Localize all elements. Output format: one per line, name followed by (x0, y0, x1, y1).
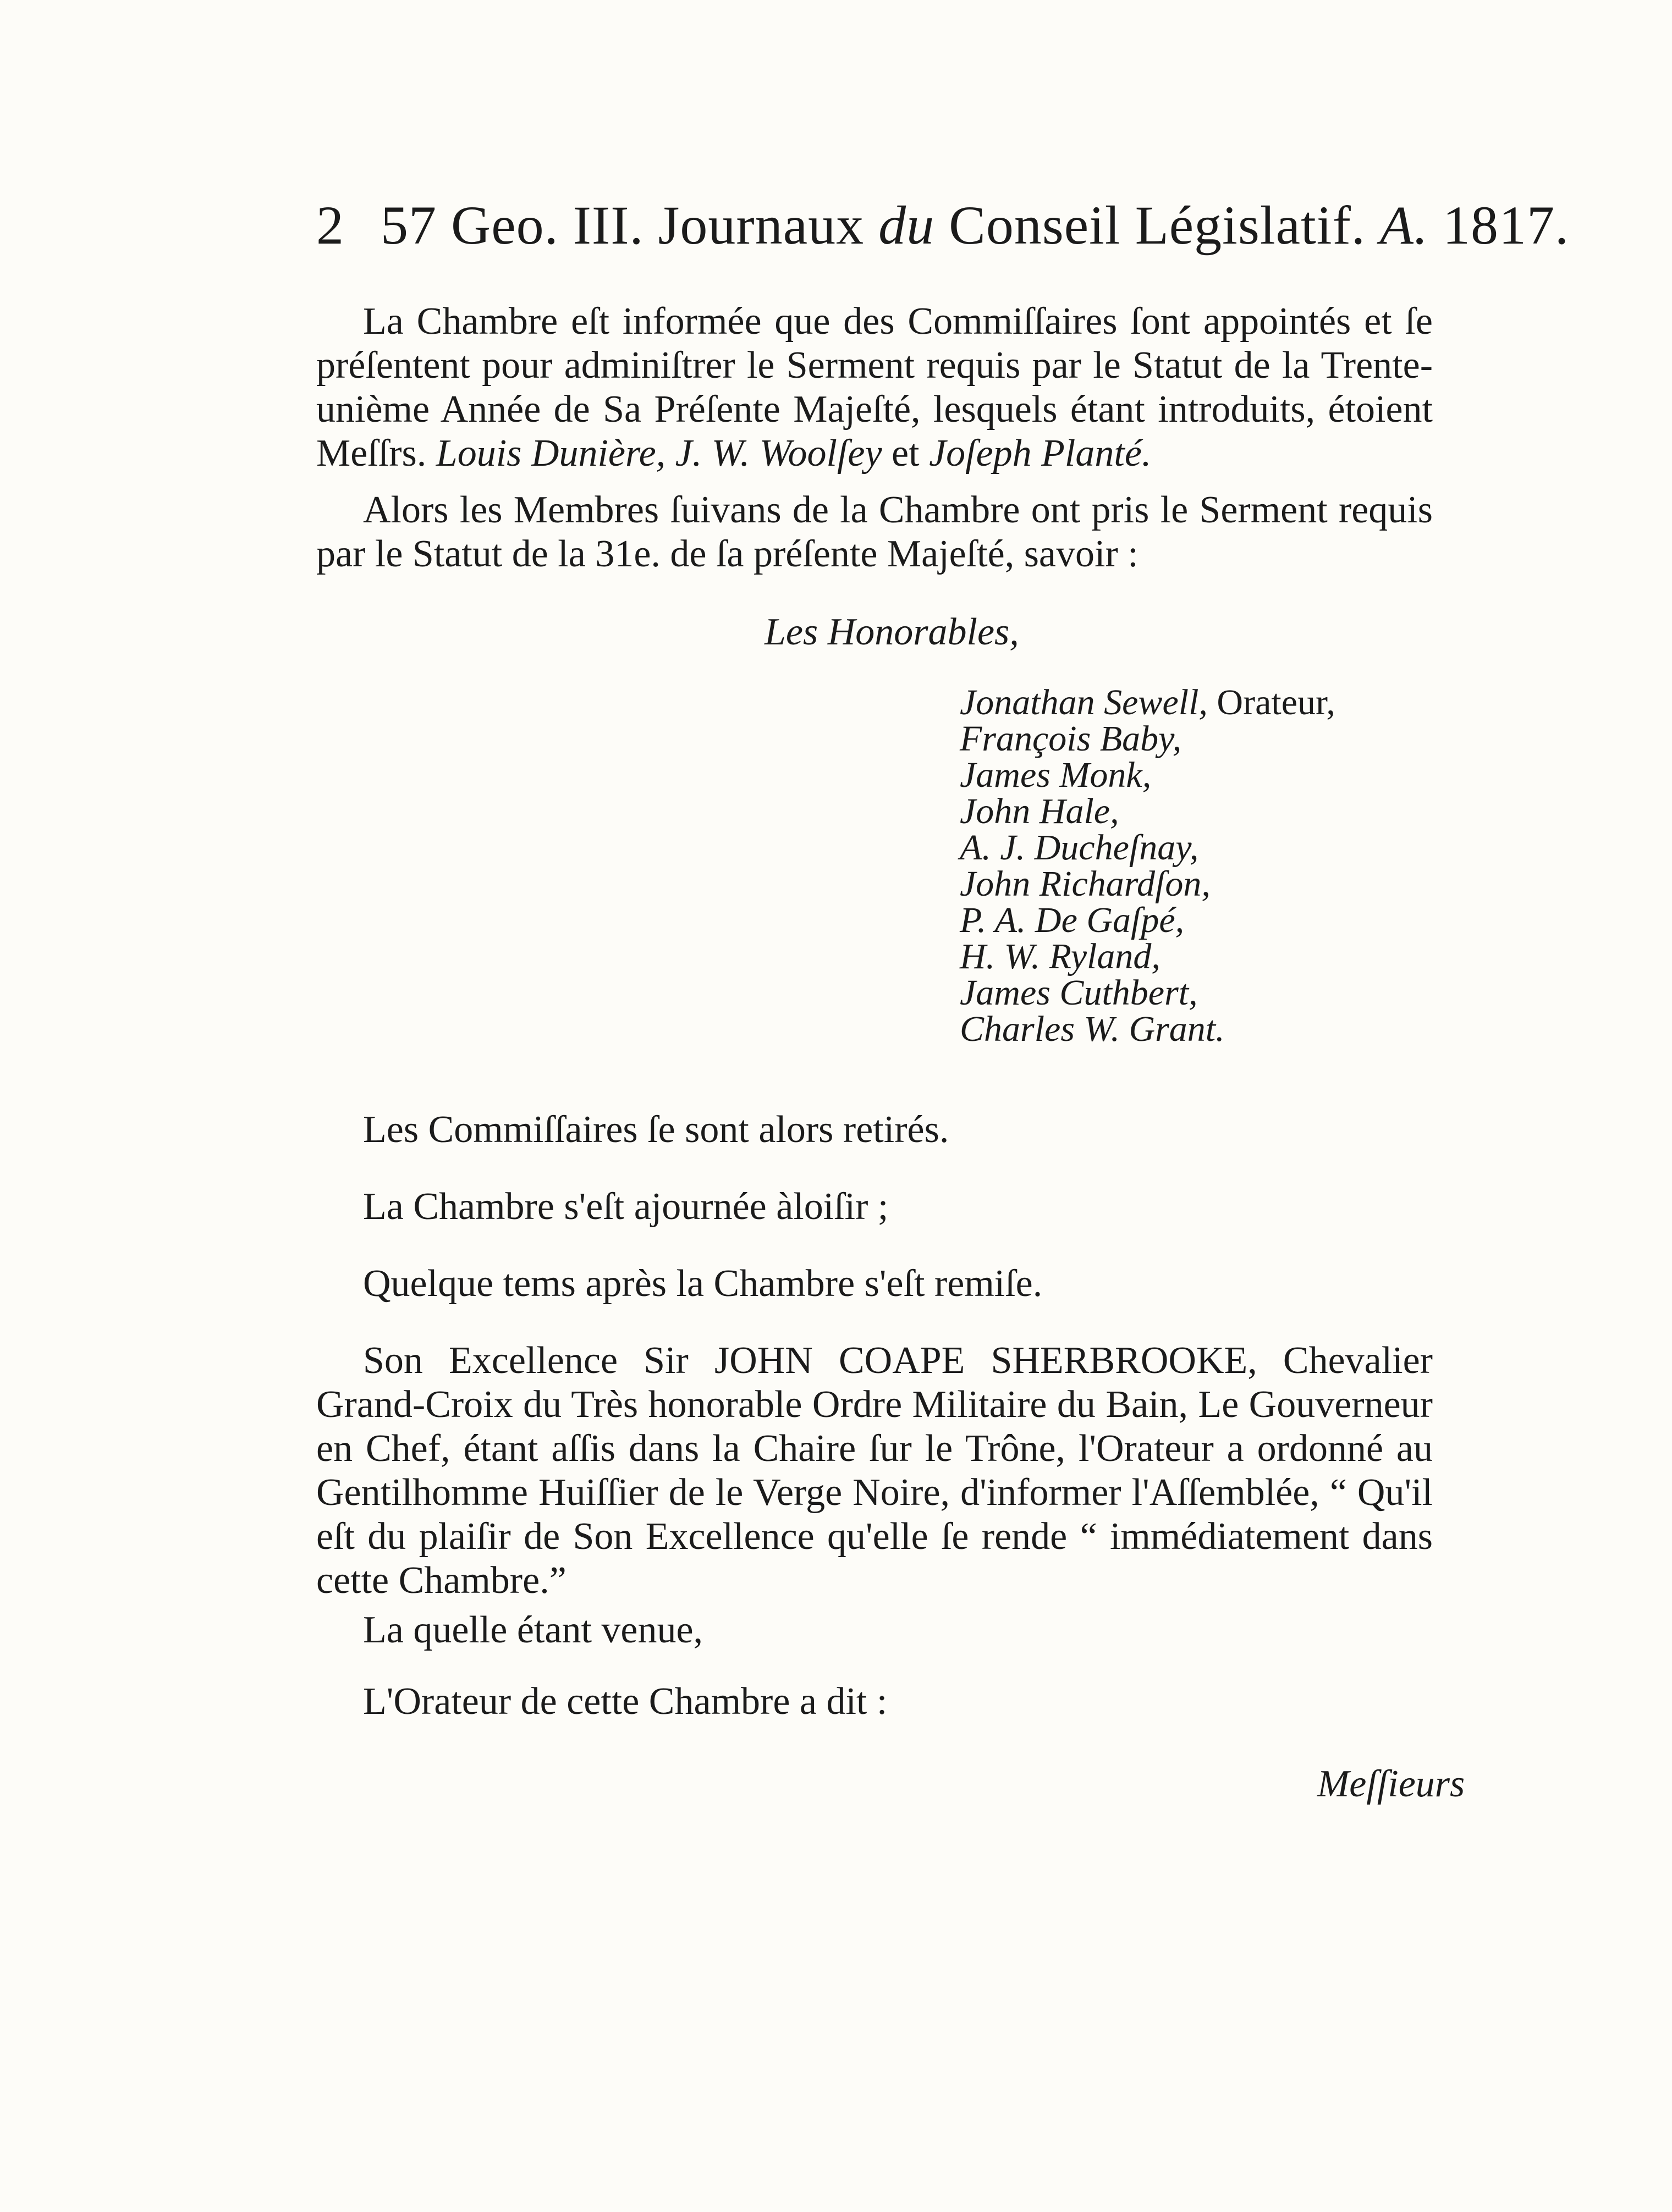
member-row (960, 866, 1335, 902)
line-orateur: L'Orateur de cette Chambre a dit : (363, 1680, 888, 1723)
honorables-heading: Les Honorables, (765, 611, 1019, 653)
member-row (960, 936, 1335, 977)
paragraph-text: La Chambre eſt informée que des Commiſſaires ſont appointés et ſe préſentent pour adminiſtrer le Serment requis par le Statut de la Trente-unième Année de Sa Préſente Majeſté, lesquels étant introduits, étoient Meſſrs. (316, 300, 1433, 475)
line-venue: La quelle étant venue, (363, 1609, 703, 1651)
member-name: James Monk, (960, 755, 1152, 795)
line-commissaires: Les Commiſſaires ſe sont alors retirés. (363, 1108, 949, 1151)
member-row (960, 975, 1335, 1011)
commissaire-name: J. W. Woolſey (675, 432, 882, 475)
running-header (316, 190, 1569, 261)
paragraph-serment (316, 488, 1433, 576)
member-name: H. W. Ryland, (960, 936, 1160, 977)
member-title: Orateur, (1217, 682, 1335, 722)
conjunction: et (892, 432, 920, 475)
member-row (960, 682, 1335, 722)
member-name: John Hale, (960, 791, 1119, 831)
page-number: 2 (316, 195, 344, 256)
member-name: P. A. De Gaſpé, (960, 900, 1185, 940)
line-remise: Quelque tems après la Chambre s'eſt remiſe. (363, 1262, 1043, 1305)
member-name: Charles W. Grant. (960, 1009, 1225, 1049)
line-ajournee: La Chambre s'eſt ajournée àloiſir ; (363, 1185, 889, 1228)
paragraph-text: Alors les Membres ſuivans de la Chambre ont pris le Serment requis par le Statut de la 31e. de ſa préſente Majeſté, savoir : (316, 489, 1433, 575)
regnal-year: 57 Geo. III. (381, 195, 644, 256)
members-list (960, 682, 1335, 1049)
header-a: A. (1379, 195, 1428, 256)
member-row (960, 757, 1335, 793)
catchword: Meſſieurs (1317, 1763, 1465, 1805)
header-journaux: Journaux (658, 195, 865, 256)
member-name: James Cuthbert, (960, 973, 1198, 1013)
member-name: Jonathan Sewell, (960, 682, 1208, 722)
member-name: John Richardſon, (960, 864, 1211, 904)
member-row (960, 902, 1335, 939)
header-year: 1817. (1443, 195, 1569, 256)
member-row (960, 721, 1335, 757)
commissaire-name: Joſeph Planté. (929, 432, 1152, 475)
header-conseil: Conseil Législatif. (949, 195, 1366, 256)
paragraph-commissaires (316, 300, 1433, 476)
member-name: A. J. Ducheſnay, (960, 828, 1199, 868)
paragraph-sherbrooke (316, 1339, 1433, 1603)
member-row (960, 1011, 1335, 1047)
header-du: du (878, 195, 935, 256)
member-name: François Baby, (960, 719, 1182, 759)
commissaire-name: Louis Dunière, (436, 432, 666, 475)
paragraph-text: Son Excellence Sir JOHN COAPE SHERBROOKE, Chevalier Grand-Croix du Très honorable Ordre Militaire du Bain, Le Gouverneur en Chef, étant aſſis dans la Chaire ſur le Trône, l'Orateur a ordonné au Gentilhomme Huiſſier de le Verge Noire, d'informer l'Aſſemblée, “ Qu'il eſt du plaiſir de Son Excellence qu'elle ſe rende “ immédiatement dans cette Chambre.” (316, 1339, 1433, 1602)
member-row (960, 830, 1335, 866)
member-row (960, 793, 1335, 830)
